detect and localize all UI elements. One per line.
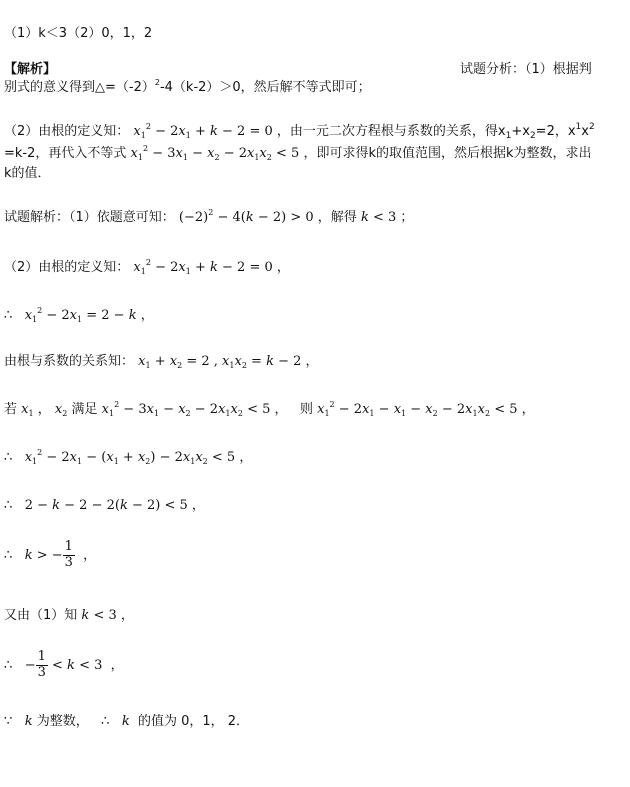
discriminant-inequality: $(-2)^2 - 4(k - 2) > 0$ xyxy=(178,208,314,225)
analysis-p3-b: ，即可求得k的取值范围，然后根据k为整数，求出 xyxy=(303,146,592,161)
vieta-sum: $x_1 + x_2 = 2$ , $x_1x_2 = k - 2$ xyxy=(138,354,302,370)
comma-sym: ， xyxy=(305,354,319,369)
solution-s5-a: 若 xyxy=(4,402,18,417)
eq-2-minus-k: $x_1^2 - 2x_1 = 2 - k$ xyxy=(24,306,137,324)
root-def-eq: $x_1^2 - 2x_1 + k - 2 = 0$ xyxy=(133,258,273,276)
answer-text: （1）k＜3（2）0，1，2 xyxy=(4,26,153,41)
comma-sym: ， xyxy=(274,402,288,417)
analysis-line-3 xyxy=(4,142,592,162)
x2-symbol: $x_2$ xyxy=(54,402,68,418)
solution-line-4 xyxy=(4,350,319,370)
solution-s4-a: 由根与系数的关系知： xyxy=(4,354,135,369)
solution-s2-b: ， xyxy=(276,260,290,275)
analysis-p2-e: x xyxy=(581,124,589,139)
therefore-sym: ∴ xyxy=(4,498,13,513)
comma-sym: ， xyxy=(120,608,134,623)
analysis-label xyxy=(460,58,592,77)
condition-inequality: $x_1^2 - 3x_1 - x_2 - 2x_1x_2 < 5$ xyxy=(101,400,271,418)
k-symbol: k xyxy=(24,714,33,729)
therefore-sym-b: ∴ xyxy=(101,714,110,729)
comma-sym: ， xyxy=(191,498,205,513)
solution-s2-a: （2）由根的定义知： xyxy=(4,260,130,275)
analysis-text-a: 别式的意义得到△=（-2） xyxy=(4,80,155,95)
analysis-label-text: 试题分析：（1）根据判 xyxy=(460,62,592,77)
inequality-main: $x_1^2 - 3x_1 - x_2 - 2x_1x_2 < 5$ xyxy=(130,144,300,162)
solution-s5-c: 则 xyxy=(299,402,313,417)
rewritten-inequality: $x_1^2 - 2x_1 - x_1 - x_2 - 2x_1x_2 < 5$ xyxy=(317,400,518,418)
therefore-sym: ∴ xyxy=(4,308,13,323)
solution-s1-a: 试题解析：（1）依题意可知： xyxy=(4,210,175,225)
solution-line-3 xyxy=(4,304,154,324)
analysis-line-2: （2）由根的定义知： $x_1^2 - 2x_1 + k - 2 = 0$ ，由一元二次方程根与系数的关系，得$x_1+x_2=2$，$x^1x^2$ xyxy=(4,122,595,141)
solution-line-7 xyxy=(4,494,205,513)
k-substituted-inequality: 2 − k − 2 − 2(k − 2) < 5 xyxy=(24,498,188,513)
therefore-sym: ∴ xyxy=(4,657,13,673)
analysis-p4: k的值． xyxy=(4,166,51,181)
k-range: − $\frac{1}{3}$ < k < 3 xyxy=(24,649,103,680)
therefore-sym: ∴ xyxy=(4,450,13,465)
solution-line-5 xyxy=(4,398,535,418)
solution-line-1 xyxy=(4,206,413,225)
analysis-line-1: 别式的意义得到$\triangle=(-2)^2-4(k-2)>0$，然后解不等式即可； xyxy=(4,78,371,95)
solution-line-6 xyxy=(4,446,252,466)
solution-line-10 xyxy=(4,650,124,681)
k-greater-neg-third: k > − $\frac{1}{3}$ xyxy=(24,539,73,570)
solution-s1-c: ； xyxy=(400,210,414,225)
because-sym: ∵ xyxy=(4,714,13,729)
solution-line-2 xyxy=(4,256,290,276)
therefore-sym: ∴ xyxy=(4,547,13,563)
solution-s11-b: 为整数， xyxy=(36,714,89,729)
fraction-one-third: $\frac{1}{3}$ xyxy=(64,539,73,570)
solution-s5-b: 满足 xyxy=(71,402,98,417)
equation-root-def: $x_1^2 - 2x_1 + k - 2 = 0$ xyxy=(133,122,273,140)
comma-sym: ， xyxy=(239,450,253,465)
comma-sym: ， xyxy=(83,547,97,563)
analysis-text-b: -4（k-2）＞0，然后解不等式即可； xyxy=(159,80,371,95)
fraction-one-third-b: $\frac{1}{3}$ xyxy=(37,649,46,680)
analysis-p2-d: =2，x xyxy=(535,124,576,139)
analysis-p2-c: +x xyxy=(511,124,530,139)
grouped-inequality: $x_1^2 - 2x_1 - (x_1 + x_2) - 2x_1x_2 < 5$ xyxy=(24,448,236,466)
comma-sym: ， xyxy=(140,308,154,323)
analysis-header-text: 【解析】 xyxy=(4,62,57,77)
analysis-line-4 xyxy=(4,162,51,181)
k-less-3-b: k < 3 xyxy=(81,608,117,623)
k-less-3: k < 3 xyxy=(360,210,397,225)
k-symbol-b: k xyxy=(121,714,130,729)
solution-s1-b: ，解得 xyxy=(317,210,357,225)
answer-line xyxy=(4,22,152,41)
solution-line-9 xyxy=(4,604,134,623)
x1-symbol: $x_1$ xyxy=(21,402,34,418)
analysis-header xyxy=(4,58,56,77)
analysis-p3-a: =k-2，再代入不等式 xyxy=(4,146,127,161)
comma-sym: ， xyxy=(110,657,124,673)
comma-sym: ， xyxy=(37,402,51,417)
solution-line-8 xyxy=(4,540,96,571)
analysis-p2-a: （2）由根的定义知： xyxy=(4,124,130,139)
comma-sym: ， xyxy=(521,402,535,417)
solution-s9-a: 又由（1）知 xyxy=(4,608,78,623)
analysis-p2-b: ，由一元二次方程根与系数的关系，得x xyxy=(276,124,506,139)
solution-s11-d: 的值为 0，1， 2． xyxy=(137,714,250,729)
solution-line-11 xyxy=(4,710,249,729)
